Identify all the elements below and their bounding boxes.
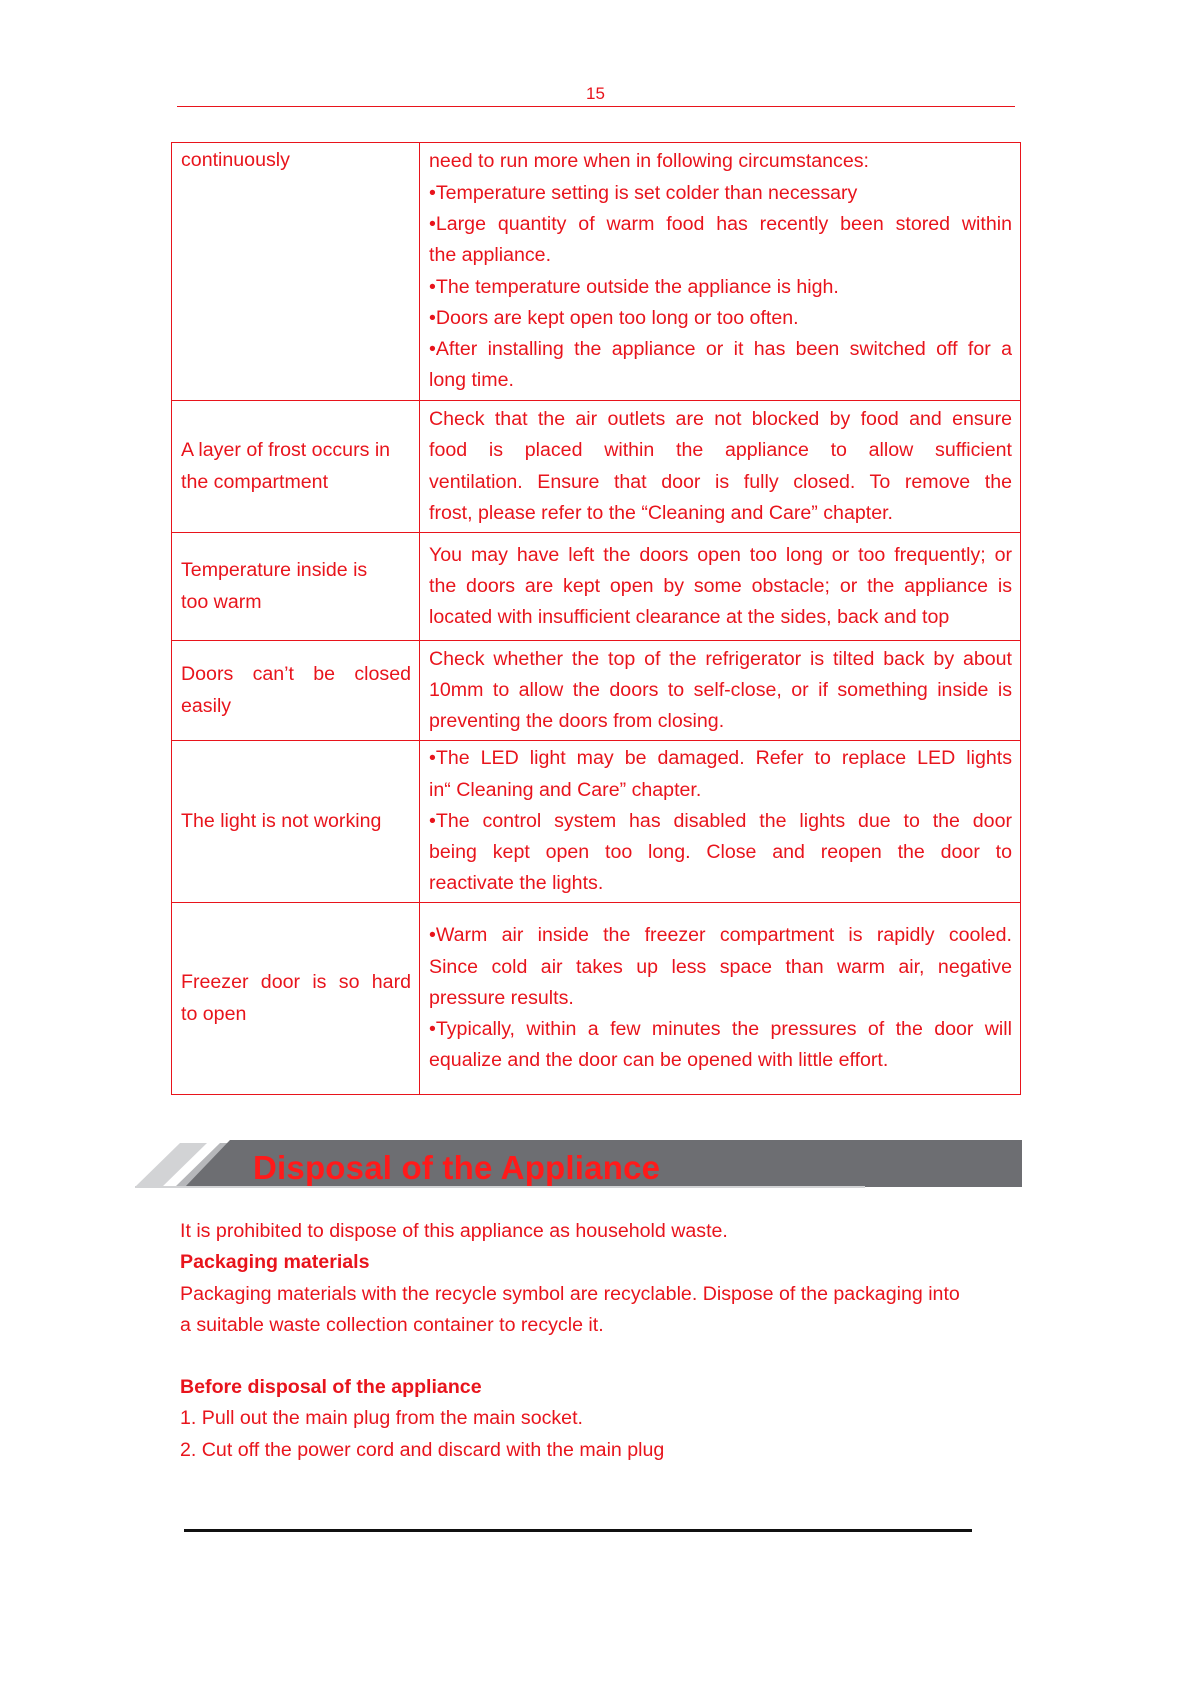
solution-text: Since cold air takes up less space than warm air, negative — [429, 955, 1012, 978]
solution-text: •After installing the appliance or it has been switched off for a — [429, 338, 1012, 361]
problem-text: continuously — [181, 149, 290, 171]
footer-rule — [184, 1529, 972, 1532]
problem-cell — [172, 903, 420, 1095]
solution-text: long time. — [429, 369, 514, 392]
packaging-heading: Packaging materials — [180, 1251, 370, 1274]
solution-text: frost, please refer to the “Cleaning and Care” chapter. — [429, 501, 893, 524]
before-disposal-heading: Before disposal of the appliance — [180, 1376, 482, 1399]
solution-text: •Large quantity of warm food has recently been stored within — [429, 212, 1012, 235]
intro-text: It is prohibited to dispose of this appliance as household waste. — [180, 1220, 728, 1242]
solution-text: food is placed within the appliance to allow sufficient — [429, 439, 1012, 462]
solution-text: reactivate the lights. — [429, 872, 604, 895]
solution-text: preventing the doors from closing. — [429, 710, 725, 733]
solution-text: in“ Cleaning and Care” chapter. — [429, 778, 702, 801]
solution-text: being kept open too long. Close and reopen the door to — [429, 841, 1012, 864]
solution-cell — [420, 741, 1021, 903]
problem-text: to open — [181, 1002, 247, 1025]
problem-text: A layer of frost occurs in — [181, 439, 391, 462]
solution-text: pressure results. — [429, 986, 574, 1009]
step-item: 1. Pull out the main plug from the main socket. — [180, 1407, 583, 1430]
solution-text: •The control system has disabled the lights due to the door — [429, 809, 1012, 832]
problem-cell — [172, 401, 420, 533]
solution-text: •Temperature setting is set colder than necessary — [429, 181, 858, 204]
solution-text: •Warm air inside the freezer compartment is rapidly cooled. — [429, 924, 1012, 947]
step-item: 2. Cut off the power cord and discard with the main plug — [180, 1438, 665, 1461]
table-row — [172, 143, 1021, 401]
solution-cell — [420, 533, 1021, 641]
packaging-text: Packaging materials with the recycle symbol are recyclable. Dispose of the packaging into — [180, 1282, 960, 1305]
problem-text: Freezer door is so hard — [181, 971, 411, 994]
problem-text: Doors can’t be closed — [181, 663, 411, 686]
solution-text: 10mm to allow the doors to self-close, or if something inside is — [429, 678, 1012, 701]
solution-text: the doors are kept open by some obstacle; or the appliance is — [429, 574, 1012, 597]
solution-text: You may have left the doors open too long or too frequently; or — [429, 543, 1012, 566]
solution-text: ventilation. Ensure that door is fully closed. To remove the — [429, 470, 1012, 493]
table-row — [172, 641, 1021, 741]
problem-cell — [172, 641, 420, 741]
spacer — [180, 1341, 1015, 1372]
solution-cell — [420, 641, 1021, 741]
problem-text: too warm — [181, 590, 262, 613]
solution-cell — [420, 143, 1021, 401]
table-row — [172, 741, 1021, 903]
solution-text: located with insufficient clearance at the sides, back and top — [429, 606, 950, 629]
problem-cell — [172, 741, 420, 903]
solution-cell — [420, 903, 1021, 1095]
solution-text: Check whether the top of the refrigerator is tilted back by about — [429, 647, 1012, 670]
page-number: 15 — [586, 84, 605, 103]
problem-text: The light is not working — [181, 809, 382, 832]
header-rule — [177, 106, 1015, 107]
disposal-section — [180, 1216, 1015, 1466]
solution-text: need to run more when in following circumstances: — [429, 150, 869, 173]
problem-text: Temperature inside is — [181, 559, 368, 582]
problem-cell — [172, 533, 420, 641]
table-row — [172, 903, 1021, 1095]
problem-cell — [172, 143, 420, 401]
section-title: Disposal of the Appliance — [253, 1149, 661, 1186]
solution-text: Check that the air outlets are not blocked by food and ensure — [429, 407, 1012, 430]
table-row — [172, 533, 1021, 641]
problem-text: easily — [181, 694, 232, 717]
solution-text: •The temperature outside the appliance is high. — [429, 275, 839, 298]
troubleshooting-table — [171, 142, 1021, 1095]
packaging-text: a suitable waste collection container to recycle it. — [180, 1313, 604, 1336]
problem-text: the compartment — [181, 470, 329, 493]
solution-text: •Doors are kept open too long or too often. — [429, 306, 799, 329]
solution-text: •Typically, within a few minutes the pressures of the door will — [429, 1018, 1012, 1041]
solution-cell — [420, 401, 1021, 533]
table-row — [172, 401, 1021, 533]
solution-text: •The LED light may be damaged. Refer to replace LED lights — [429, 747, 1012, 770]
solution-text: equalize and the door can be opened with little effort. — [429, 1049, 889, 1072]
solution-text: the appliance. — [429, 244, 552, 267]
